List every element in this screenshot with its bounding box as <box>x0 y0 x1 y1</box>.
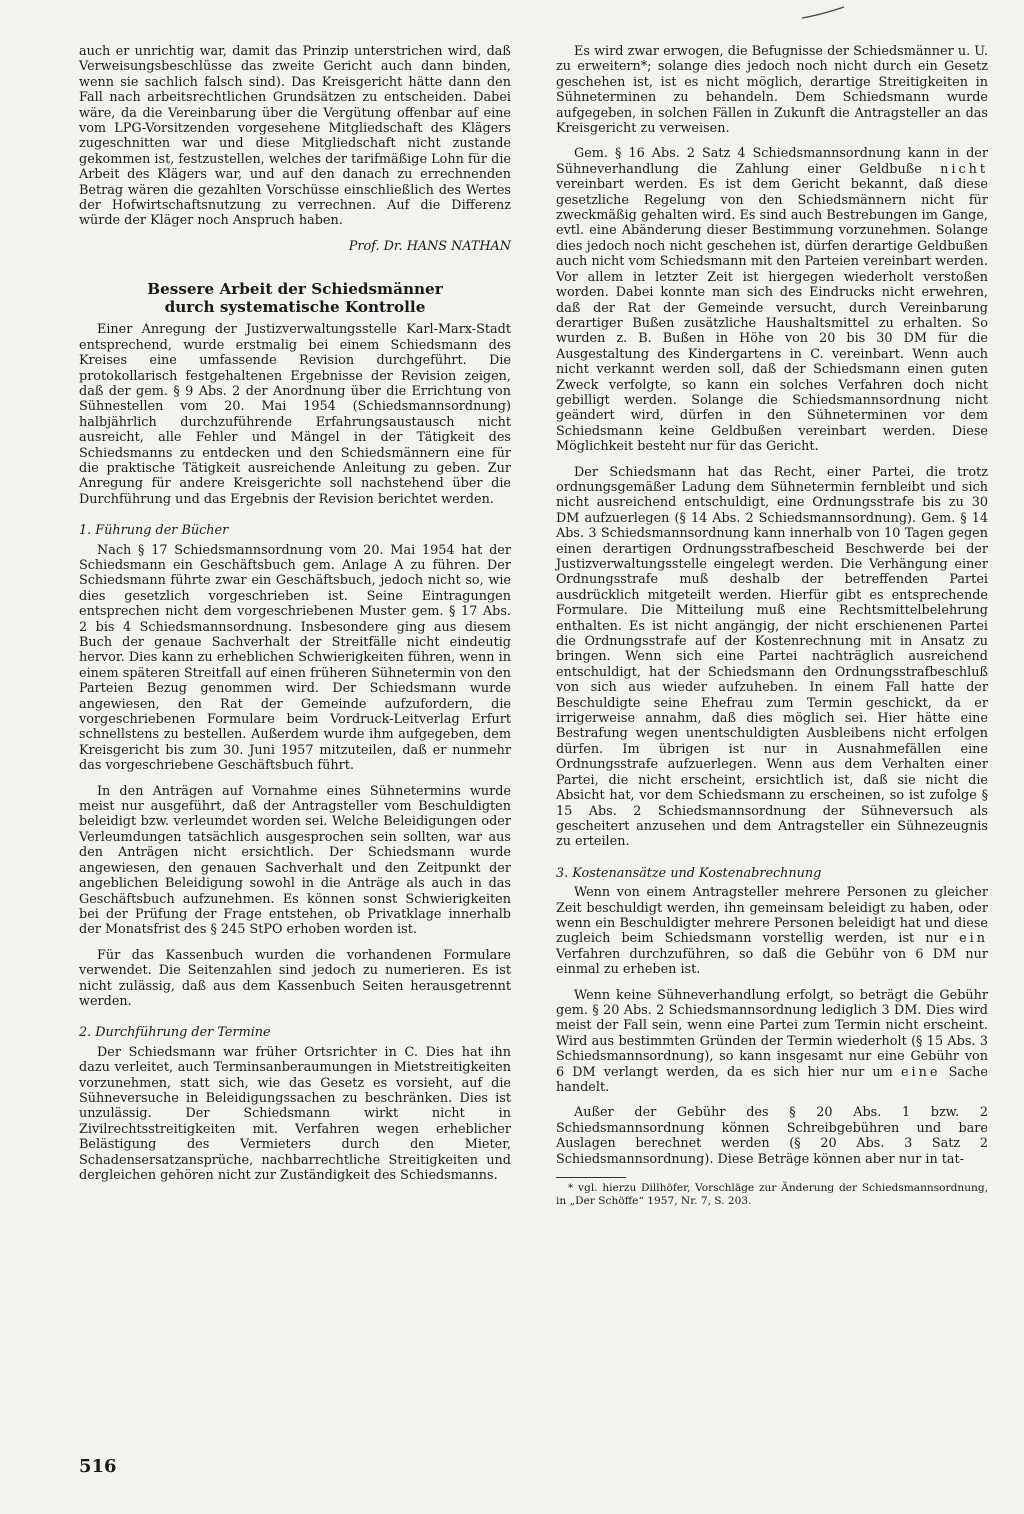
page-number: 516 <box>79 1456 117 1477</box>
right-paragraph-4 <box>556 885 988 977</box>
right-paragraph-5 <box>556 988 988 1096</box>
section-heading-2: 2. Durchführung der Termine <box>79 1025 271 1041</box>
footnote-divider <box>556 1177 626 1178</box>
paragraph-text: Verfahren durchzuführen, so daß die Gebühr von 6 DM nur einmal zu erheben ist. <box>556 946 988 978</box>
section1-paragraph-3: Für das Kassenbuch wurden die vorhandenen Formulare verwendet. Die Seitenzahlen sind jedoch zu numerieren. Es ist nicht zulässig, daß aus dem Kassenbuch Seiten herausgetrennt werden. <box>79 947 511 1009</box>
article-title-line-1: Bessere Arbeit der Schiedsmänner <box>147 280 443 299</box>
footnote: * vgl. hierzu Dillhöfer, Vorschläge zur Änderung der Schiedsmannsordnung, in „Der Schöffe“ 1957, Nr. 7, S. 203. <box>556 1182 988 1208</box>
article-title <box>79 280 511 316</box>
emphasis-spaced: ein <box>959 931 988 947</box>
section1-paragraph-2: In den Anträgen auf Vornahme eines Sühnetermins wurde meist nur ausgeführt, daß der Antragsteller vom Beschuldigten beleidigt bzw. verleumdet worden sei. Welche Beleidigungen oder Verleumdungen tatsächlich ausgesprochen sein sollten, war aus den Anträgen nicht ersichtlich. Der Schiedsmann wurde angewiesen, den genauen Sachverhalt und den Zeitpunkt der angeblichen Beleidigung sowohl in die Anträge als auch in das Geschäftsbuch aufzunehmen. Es können sonst Schwierigkeiten bei der Prüfung der Frage entstehen, ob Privatklage innerhalb der Monatsfrist des § 245 StPO erhoben worden ist. <box>79 783 511 938</box>
section1-paragraph-1: Nach § 17 Schiedsmannsordnung vom 20. Mai 1954 hat der Schiedsmann ein Geschäftsbuch gem. Anlage A zu führen. Der Schiedsmann führte zwar ein Geschäftsbuch, jedoch nicht so, wie dies gesetzlich vorgeschrieben ist. Seine Eintragungen entsprechen nicht dem vorgeschriebenen Muster gem. § 17 Abs. 2 bis 4 Schiedsmannsordnung. Insbesondere ging aus diesem Buch der genaue Sachverhalt der Streitfälle nicht eindeutig hervor. Dies kann zu erheblichen Schwierigkeiten führen, wenn in einem späteren Streitfall auf einen früheren Sühnetermin von den Parteien Bezug genommen wird. Der Schiedsmann wurde angewiesen, den Rat der Gemeinde aufzufordern, die vorgeschriebenen Formulare beim Vordruck-Leitverlag Erfurt schnellstens zu bestellen. Außerdem wurde ihm aufgegeben, dem Kreisgericht bis zum 30. Juni 1957 mitzuteilen, daß er nunmehr das vorgeschriebene Geschäftsbuch führt. <box>79 542 511 774</box>
emphasis-spaced: eine <box>900 1064 941 1080</box>
pen-mark-icon <box>800 4 850 24</box>
right-paragraph-2 <box>556 146 988 454</box>
emphasis-spaced: nicht <box>940 161 988 177</box>
right-paragraph-1: Es wird zwar erwogen, die Befugnisse der Schiedsmänner u. U. zu erweitern*; solange dies jedoch noch nicht durch ein Gesetz geschehen ist, ist es nicht möglich, derartige Streitigkeiten in Sühneterminen zu behandeln. Dem Schiedsmann wurde aufgegeben, in solchen Fällen in Zukunft die Antragsteller an das Kreisgericht zu verweisen. <box>556 44 988 137</box>
paragraph-text: Wenn von einem Antragsteller mehrere Personen zu gleicher Zeit beschuldigt werden, ihn gemeinsam beleidigt zu haben, oder wenn ein Beschuldigter mehrere Personen beleidigt hat und diese zugleich beim Schiedsmann vorstellig werden, ist nur <box>556 885 988 947</box>
left-column <box>79 44 511 1193</box>
article-intro-paragraph: Einer Anregung der Justizverwaltungsstelle Karl-Marx-Stadt entsprechend, wurde erstmalig bei einem Schiedsmann des Kreises eine umfassende Revision durchgeführt. Die protokollarisch festgehaltenen Ergebnisse der Revision zeigen, daß der gem. § 9 Abs. 2 der Anordnung über die Errichtung von Sühnestellen vom 20. Mai 1954 (Schiedsmannsordnung) halbjährlich durchzuführende Erfahrungsaustausch nicht ausreicht, alle Fehler und Mängel in der Tätigkeit des Schiedsmanns zu entdecken und den Schiedsmännern eine für die praktische Tätigkeit ausreichende Anleitung zu geben. Zur Anregung für andere Kreisgerichte soll nachstehend über die Durchführung und das Ergebnis der Revision berichtet werden. <box>79 322 511 507</box>
paragraph-text: Wenn keine Sühneverhandlung erfolgt, so beträgt die Gebühr gem. § 20 Abs. 2 Schiedsmannsordnung lediglich 3 DM. Dies wird meist der Fall sein, wenn eine Partei zum Termin nicht erscheint. Wird aus bestimmten Gründen der Termin wiederholt (§ 15 Abs. 3 Schiedsmannsordnung), so kann insgesamt nur eine Gebühr von 6 DM verlangt werden, da es sich hier nur um <box>556 987 988 1080</box>
paragraph-text: Sache handelt. <box>556 1064 988 1095</box>
section-heading-1: 1. Führung der Bücher <box>79 523 229 539</box>
section-heading-3: 3. Kostenansätze und Kostenabrechnung <box>556 865 822 881</box>
right-paragraph-6: Außer der Gebühr des § 20 Abs. 1 bzw. 2 Schiedsmannsordnung können Schreibgebühren und bare Auslagen berechnet werden (§ 20 Abs. 3 Satz 2 Schiedsmannsordnung). Diese Beträge können aber nur in tat- <box>556 1105 988 1167</box>
author-signature: Prof. Dr. HANS NATHAN <box>348 238 511 254</box>
right-column <box>556 44 988 1208</box>
section2-paragraph-1: Der Schiedsmann war früher Ortsrichter in C. Dies hat ihn dazu verleitet, auch Terminsanberaumungen in Mietstreitigkeiten vorzunehmen, statt sich, wie das Gesetz es vorsieht, auf die Sühneversuche in Beleidigungssachen zu beschränken. Dies ist unzulässig. Der Schiedsmann wirkt nicht in Zivilrechtsstreitigkeiten mit. Verfahren wegen erheblicher Belästigung des Vermieters durch den Mieter, Schadensersatzansprüche, nachbarrechtliche Streitigkeiten und dergleichen gehören nicht zur Zuständigkeit des Schiedsmanns. <box>79 1044 511 1183</box>
right-paragraph-3: Der Schiedsmann hat das Recht, einer Partei, die trotz ordnungsgemäßer Ladung dem Sühnetermin fernbleibt und sich nicht ausreichend entschuldigt, eine Ordnungsstrafe bis zu 30 DM aufzuerlegen (§ 14 Abs. 2 Schiedsmannsordnung). Gem. § 14 Abs. 3 Schiedsmannsordnung kann innerhalb von 10 Tagen gegen einen derartigen Ordnungsstrafbescheid Beschwerde bei der Justizverwaltungsstelle eingelegt werden. Die Verhängung einer Ordnungsstrafe muß deshalb der betreffenden Partei ausdrücklich mitgeteilt werden. Hierfür gibt es entsprechende Formulare. Die Mitteilung muß eine Rechtsmittelbelehrung enthalten. Es ist nicht angängig, der nicht erschienenen Partei die Ordnungsstrafe auf der Kostenrechnung mit in Ansatz zu bringen. Wenn sich eine Partei nachträglich ausreichend entschuldigt, hat der Schiedsmann den Ordnungsstrafbeschluß von sich aus wieder aufzuheben. In einem Fall hatte der Beschuldigte seine Ehefrau zum Termin geschickt, da er irrigerweise annahm, daß dies möglich sei. Hier hätte eine Bestrafung wegen unentschuldigten Ausbleibens nicht erfolgen dürfen. Im übrigen ist nur in Ausnahmefällen eine Ordnungsstrafe aufzuerlegen. Wenn aus dem Verhalten einer Partei, die nicht erscheint, ersichtlich ist, daß sie nicht die Absicht hat, vor dem Schiedsmann zu erscheinen, so ist zufolge § 15 Abs. 2 Schiedsmannsordnung der Sühneversuch als gescheitert anzusehen und dem Antragsteller ein Sühnezeugnis zu erteilen. <box>556 464 988 850</box>
continuation-paragraph: auch er unrichtig war, damit das Prinzip unterstrichen wird, daß Verweisungsbeschlüsse das zweite Gericht auch dann binden, wenn sie sachlich falsch sind). Das Kreisgericht hätte dann den Fall nach arbeitsrechtlichen Grundsätzen zu entscheiden. Dabei wäre, da die Vereinbarung über die Vergütung offenbar auf eine vom LPG-Vorsitzenden vorgesehene Mitgliedschaft des Klägers zugeschnitten war und diese Mitgliedschaft nicht zustande gekommen ist, festzustellen, welches der tarifmäßige Lohn für die Arbeit des Klägers war, und auf den danach zu errechnenden Betrag wären die gezahlten Vorschüsse einschließlich des Wertes der Hofwirtschaftsnutzung zu verrechnen. Auf die Differenz würde der Kläger noch Anspruch haben. <box>79 44 511 229</box>
paragraph-text: Gem. § 16 Abs. 2 Satz 4 Schiedsmannsordnung kann in der Sühneverhandlung die Zahlung einer Geldbuße <box>556 146 988 177</box>
paragraph-text: vereinbart werden. Es ist dem Gericht bekannt, daß diese gesetzliche Regelung von den Schiedsmännern nicht für zweckmäßig gehalten wird. Es sind auch Bestrebungen im Gange, evtl. eine Abänderung dieser Bestimmung vorzunehmen. Solange dies jedoch noch nicht geschehen ist, dürfen derartige Geldbußen auch nicht vom Schiedsmann mit den Parteien vereinbart werden. Vor allem in letzter Zeit ist hiergegen wiederholt verstoßen worden. Dabei konnte man sich des Eindrucks nicht erwehren, daß der Rat der Gemeinde versucht, durch Vereinbarung derartiger Bußen zusätzliche Haushaltsmittel zu erhalten. So wurden z. B. Bußen in Höhe von 20 bis 30 DM für die Ausgestaltung des Kindergartens in C. vereinbart. Wenn auch nicht verkannt werden soll, daß der Schiedsmann einen guten Zweck verfolgte, so kann ein solches Verfahren doch nicht gebilligt werden. Solange die Schiedsmannsordnung nicht geändert wird, dürfen in den Sühneterminen vor dem Schiedsmann keine Geldbußen vereinbart werden. Diese Möglichkeit besteht nur für das Gericht. <box>556 177 988 455</box>
article-title-line-2: durch systematische Kontrolle <box>164 298 426 317</box>
